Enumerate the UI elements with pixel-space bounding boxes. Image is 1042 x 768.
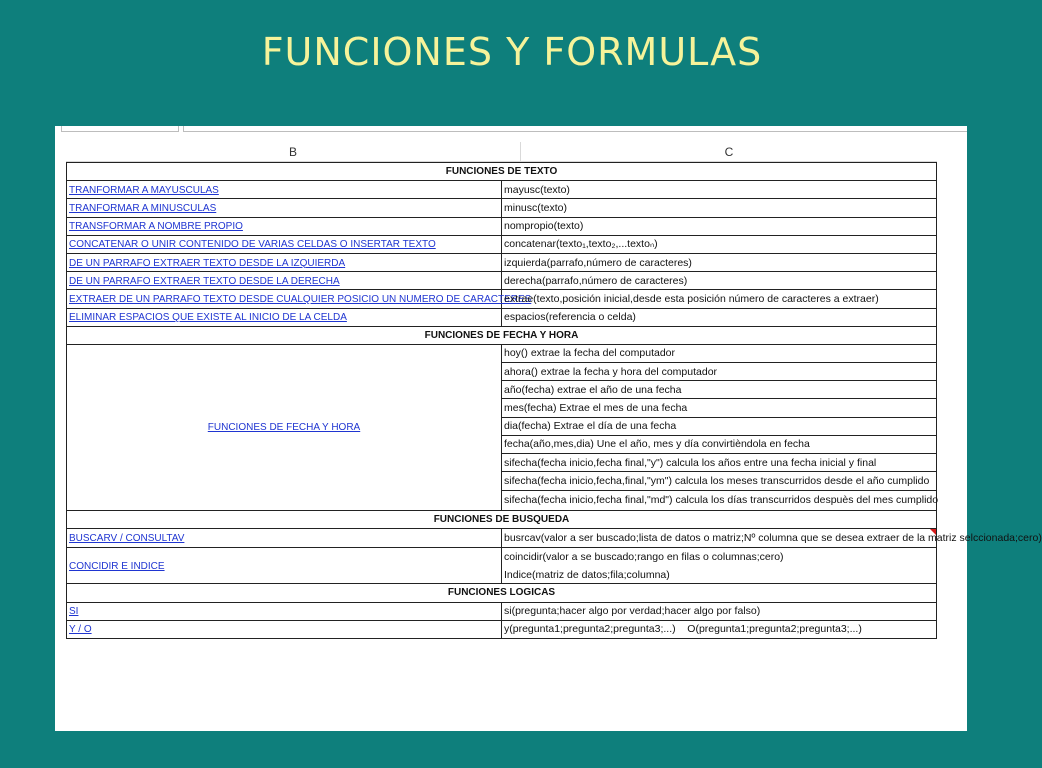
link-mayusculas[interactable]: TRANFORMAR A MAYUSCULAS	[69, 184, 219, 196]
formula-cell: sifecha(fecha inicio,fecha final,"md") calcula los días transcurridos despuès del mes cumplido	[502, 491, 937, 510]
sheet-tab-bar	[55, 126, 967, 142]
formula-cell: sifecha(fecha inicio,fecha,final,"ym") calcula los meses transcurridos desde el año cumplido	[502, 472, 937, 491]
formula-cell: mayusc(texto)	[502, 181, 937, 199]
table-row	[67, 344, 937, 362]
table-row	[67, 290, 937, 308]
formula-area[interactable]	[183, 126, 967, 132]
column-header-b[interactable]: B	[66, 142, 521, 162]
table-row	[67, 602, 937, 620]
functions-table	[66, 162, 1042, 639]
link-concatenar[interactable]: CONCATENAR O UNIR CONTENIDO DE VARIAS CELDAS O INSERTAR TEXTO	[69, 239, 436, 251]
table-row	[67, 199, 937, 217]
table-row	[67, 547, 937, 565]
table-row	[67, 181, 937, 199]
formula-cell: sifecha(fecha inicio,fecha final,"y") calcula los años entre una fecha inicial y final	[502, 454, 937, 472]
spreadsheet-screenshot	[55, 126, 1042, 731]
formula-cell: fecha(año,mes,dia) Une el año, mes y día convirtièndola en fecha	[502, 435, 937, 453]
formula-cell: dia(fecha) Extrae el día de una fecha	[502, 417, 937, 435]
formula-cell: espacios(referencia o celda)	[502, 308, 937, 326]
slide-title: FUNCIONES Y FORMULAS	[261, 30, 763, 74]
comment-indicator-icon[interactable]	[930, 529, 936, 535]
link-extrae[interactable]: EXTRAER DE UN PARRAFO TEXTO DESDE CUALQUIER POSICIO UN NUMERO DE CARACTERES	[69, 293, 532, 305]
link-y-o[interactable]: Y / O	[69, 624, 92, 636]
formula-cell: extrae(texto,posición inicial,desde esta posición número de caracteres a extraer)	[502, 290, 937, 308]
link-minusculas[interactable]: TRANFORMAR A MINUSCULAS	[69, 202, 217, 214]
link-izquierda[interactable]: DE UN PARRAFO EXTRAER TEXTO DESDE LA IZQUIERDA	[69, 257, 346, 269]
formula-cell: coincidir(valor a se buscado;rango en filas o columnas;cero)	[502, 547, 937, 565]
sheet-tab[interactable]	[61, 126, 179, 132]
link-espacios[interactable]: ELIMINAR ESPACIOS QUE EXISTE AL INICIO DE LA CELDA	[69, 312, 347, 324]
formula-cell: y(pregunta1;pregunta2;pregunta3;...) O(pregunta1;pregunta2;pregunta3;...)	[502, 620, 937, 638]
formula-cell: mes(fecha) Extrae el mes de una fecha	[502, 399, 937, 417]
formula-cell: izquierda(parrafo,número de caracteres)	[502, 253, 937, 271]
section-header-texto: FUNCIONES DE TEXTO	[67, 163, 937, 181]
column-header-c[interactable]: C	[521, 142, 937, 162]
link-nombre-propio[interactable]: TRANSFORMAR A NOMBRE PROPIO	[69, 221, 243, 233]
formula-cell: si(pregunta;hacer algo por verdad;hacer algo por falso)	[502, 602, 937, 620]
table-row	[67, 620, 937, 638]
link-buscarv[interactable]: BUSCARV / CONSULTAV	[69, 532, 185, 544]
formula-cell: año(fecha) extrae el año de una fecha	[502, 381, 937, 399]
formula-cell: Indice(matriz de datos;fila;columna)	[502, 566, 937, 584]
link-si[interactable]: SI	[69, 606, 79, 618]
formula-cell: concatenar(texto₁,texto₂,...textoₙ)	[502, 235, 937, 253]
table-row	[67, 272, 937, 290]
link-derecha[interactable]: DE UN PARRAFO EXTRAER TEXTO DESDE LA DERECHA	[69, 275, 340, 287]
formula-cell: ahora() extrae la fecha y hora del computador	[502, 363, 937, 381]
formula-cell: derecha(parrafo,número de caracteres)	[502, 272, 937, 290]
section-header-fecha: FUNCIONES DE FECHA Y HORA	[67, 326, 937, 344]
table-row	[67, 253, 937, 271]
formula-cell: minusc(texto)	[502, 199, 937, 217]
table-row	[67, 308, 937, 326]
formula-cell: nompropio(texto)	[502, 217, 937, 235]
table-row	[67, 217, 937, 235]
section-header-busqueda: FUNCIONES DE BUSQUEDA	[67, 510, 937, 528]
link-coincidir[interactable]: CONCIDIR E INDICE	[69, 560, 165, 572]
buscarv-formula: busrcav(valor a ser buscado;lista de datos o matriz;Nº columna que se desea extraer de la matriz selccionada;cero)	[504, 531, 1042, 544]
formula-cell: hoy() extrae la fecha del computador	[502, 344, 937, 362]
link-fecha-hora[interactable]: FUNCIONES DE FECHA Y HORA	[207, 422, 361, 434]
table-row	[67, 235, 937, 253]
section-header-logicas: FUNCIONES LOGICAS	[67, 584, 937, 602]
formula-cell	[502, 528, 1042, 547]
